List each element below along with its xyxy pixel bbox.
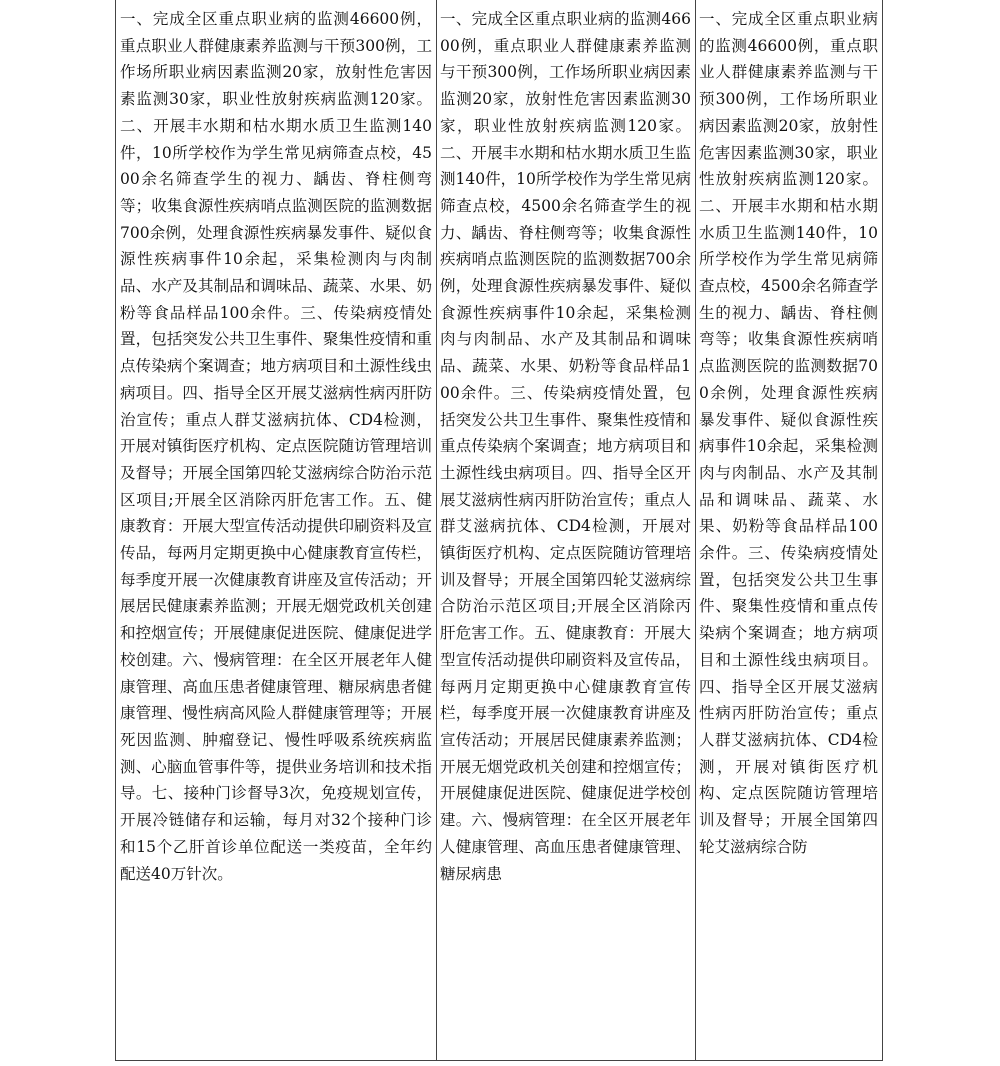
content-table xyxy=(115,0,883,1061)
table-row xyxy=(116,0,883,1061)
table-cell-column-3 xyxy=(696,0,883,1061)
table-cell-column-2 xyxy=(437,0,696,1061)
cell-text-column-3: 一、完成全区重点职业病的监测46600例，重点职业人群健康素养监测与干预300例，工作场所职业病因素监测20家，放射性危害因素监测30家，职业性放射疾病监测120家。二、开展丰水期和枯水期水质卫生监测140件，10所学校作为学生常见病筛查点校，4500余名筛查学生的视力、龋齿、脊柱侧弯等；收集食源性疾病哨点监测医院的监测数据700余例，处理食源性疾病暴发事件、疑似食源性疾病事件10余起，采集检测肉与肉制品、水产及其制品和调味品、蔬菜、水果、奶粉等食品样品100余件。三、传染病疫情处置，包括突发公共卫生事件、聚集性疫情和重点传染病个案调查；地方病项目和土源性线虫病项目。四、指导全区开展艾滋病性病丙肝防治宣传；重点人群艾滋病抗体、CD4检测，开展对镇街医疗机构、定点医院随访管理培训及督导；开展全国第四轮艾滋病综合防 xyxy=(699,10,878,856)
table-cell-column-1 xyxy=(116,0,437,1061)
cell-text-column-1: 一、完成全区重点职业病的监测46600例，重点职业人群健康素养监测与干预300例，工作场所职业病因素监测20家，放射性危害因素监测30家，职业性放射疾病监测120家。二、开展丰水期和枯水期水质卫生监测140件，10所学校作为学生常见病筛查点校，4500余名筛查学生的视力、龋齿、脊柱侧弯等；收集食源性疾病哨点监测医院的监测数据700余例，处理食源性疾病暴发事件、疑似食源性疾病事件10余起，采集检测肉与肉制品、水产及其制品和调味品、蔬菜、水果、奶粉等食品样品100余件。三、传染病疫情处置，包括突发公共卫生事件、聚集性疫情和重点传染病个案调查；地方病项目和土源性线虫病项目。四、指导全区开展艾滋病性病丙肝防治宣传；重点人群艾滋病抗体、CD4检测，开展对镇街医疗机构、定点医院随访管理培训及督导；开展全国第四轮艾滋病综合防治示范区项目;开展全区消除丙肝危害工作。五、健康教育：开展大型宣传活动提供印刷资料及宣传品，每两月定期更换中心健康教育宣传栏，每季度开展一次健康教育讲座及宣传活动；开展居民健康素养监测；开展无烟党政机关创建和控烟宣传；开展健康促进医院、健康促进学校创建。六、慢病管理：在全区开展老年人健康管理、高血压患者健康管理、糖尿病患者健康管理、慢性病高风险人群健康管理等；开展死因监测、肿瘤登记、慢性呼吸系统疾病监测、心脑血管事件等，提供业务培训和技术指导。七、接种门诊督导3次，免疫规划宣传，开展冷链储存和运输，每月对32个接种门诊和15个乙肝首诊单位配送一类疫苗，全年约配送40万针次。 xyxy=(120,10,432,883)
cell-text-column-2: 一、完成全区重点职业病的监测46600例，重点职业人群健康素养监测与干预300例，工作场所职业病因素监测20家，放射性危害因素监测30家，职业性放射疾病监测120家。二、开展丰水期和枯水期水质卫生监测140件，10所学校作为学生常见病筛查点校，4500余名筛查学生的视力、龋齿、脊柱侧弯等；收集食源性疾病哨点监测医院的监测数据700余例，处理食源性疾病暴发事件、疑似食源性疾病事件10余起，采集检测肉与肉制品、水产及其制品和调味品、蔬菜、水果、奶粉等食品样品100余件。三、传染病疫情处置，包括突发公共卫生事件、聚集性疫情和重点传染病个案调查；地方病项目和土源性线虫病项目。四、指导全区开展艾滋病性病丙肝防治宣传；重点人群艾滋病抗体、CD4检测，开展对镇街医疗机构、定点医院随访管理培训及督导；开展全国第四轮艾滋病综合防治示范区项目;开展全区消除丙肝危害工作。五、健康教育：开展大型宣传活动提供印刷资料及宣传品，每两月定期更换中心健康教育宣传栏，每季度开展一次健康教育讲座及宣传活动；开展居民健康素养监测；开展无烟党政机关创建和控烟宣传；开展健康促进医院、健康促进学校创建。六、慢病管理：在全区开展老年人健康管理、高血压患者健康管理、糖尿病患 xyxy=(440,10,691,883)
